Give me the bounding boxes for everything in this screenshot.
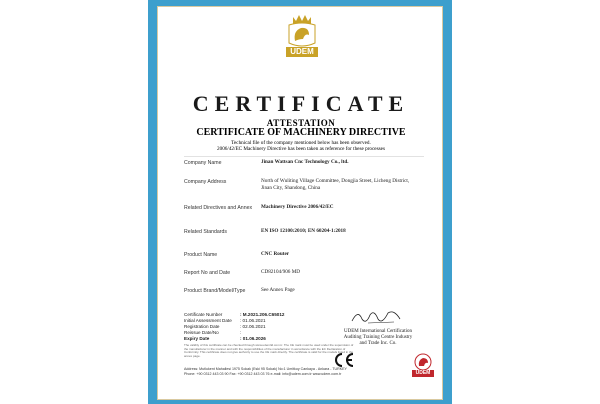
field-label-directives: Related Directives and Annex <box>184 205 253 211</box>
divider <box>184 156 424 157</box>
certificate-title: CERTIFICATE <box>192 91 410 116</box>
field-value-product-name: CNC Router <box>261 251 290 257</box>
fine-print: The validity of this certificate can be checked through www.udemltd.com.tr. The CE mark must be used under the supervision of the manufacturer in the manner and with the responsibilities of the manufacturer in accordance with the EC Declaration of Conformity. This certificate does not give authority to use the CE mark directly. The certificate is valid for the models listed in the annex page. <box>184 343 354 358</box>
issuer-line-3: and Trade Inc. Co. <box>359 341 397 346</box>
certificate-paper <box>157 6 443 400</box>
field-label-product-brand: Product Brand/Model/Type <box>184 288 246 294</box>
logo-bottom-text: UDEM <box>415 370 431 376</box>
registration-date: : 02.06.2021 <box>240 324 266 329</box>
logo-text: UDEM <box>290 47 314 56</box>
field-value-company-address: North of Wuliting Village Committee, Dongjia Street, Licheng District, Jinan City, Shandong, China <box>261 178 410 191</box>
directive-heading: CERTIFICATE OF MACHINERY DIRECTIVE <box>196 127 406 138</box>
intro-line-2: 2006/42/EC Machinery Directive has been taken as reference for these processes <box>217 146 385 152</box>
field-value-report: CD82104/906 MD <box>261 269 301 275</box>
expiry-label: Expiry Date <box>184 336 210 341</box>
reissue-label: Reissue Date/No <box>184 330 219 335</box>
issuer-line-2: Auditing Training Centre Industry <box>343 335 413 340</box>
intro-line-1: Technical file of the company mentioned below has been observed. <box>231 140 371 146</box>
field-value-standards: EN ISO 12100:2010; EN 60204-1:2018 <box>261 228 346 234</box>
field-label-company-name: Company Name <box>184 160 222 166</box>
field-label-product-name: Product Name <box>184 252 218 258</box>
registration-date-label: Registration Date <box>184 324 220 329</box>
certificate-number-label: Certificate Number <box>184 312 223 317</box>
certificate-number: : M.2021.206.C65012 <box>240 312 285 317</box>
attestation-heading: ATTESTATION <box>266 118 336 128</box>
signature <box>348 307 408 327</box>
expiry-date: : 01.06.2026 <box>240 336 266 341</box>
ce-mark-icon <box>333 352 355 368</box>
reissue: : <box>240 330 242 335</box>
field-value-company-name: Jinan Wattsan Cnc Technology Co., ltd. <box>261 159 349 165</box>
footer-contact: Phone: +90 0312 443 03 90 Fax: +90 0312 443 03 76 e-mail: info@udem.com.tr www.udem.com.tr <box>184 372 342 376</box>
issuer-line-1: UDEM International Certification <box>343 329 413 334</box>
udem-logo-top <box>281 13 323 61</box>
field-label-standards: Related Standards <box>184 229 227 235</box>
udem-logo-bottom <box>410 352 436 378</box>
initial-assessment: : 01.06.2021 <box>240 318 266 323</box>
field-value-directives: Machinery Directive 2006/42/EC <box>261 204 334 210</box>
field-label-report: Report No and Date <box>184 270 231 276</box>
issuer-block <box>328 329 428 347</box>
initial-assessment-label: Initial Assessment Date <box>184 318 232 323</box>
field-value-product-brand: See Annex Page <box>261 287 295 293</box>
field-label-company-address: Company Address <box>184 179 227 185</box>
footer-address: Address: Mutlukent Mahallesi 1975 Sokak (Eski 95 Sokak) No:1 Umitkoy Cankaya - Ankara - TURKEY <box>184 367 347 371</box>
